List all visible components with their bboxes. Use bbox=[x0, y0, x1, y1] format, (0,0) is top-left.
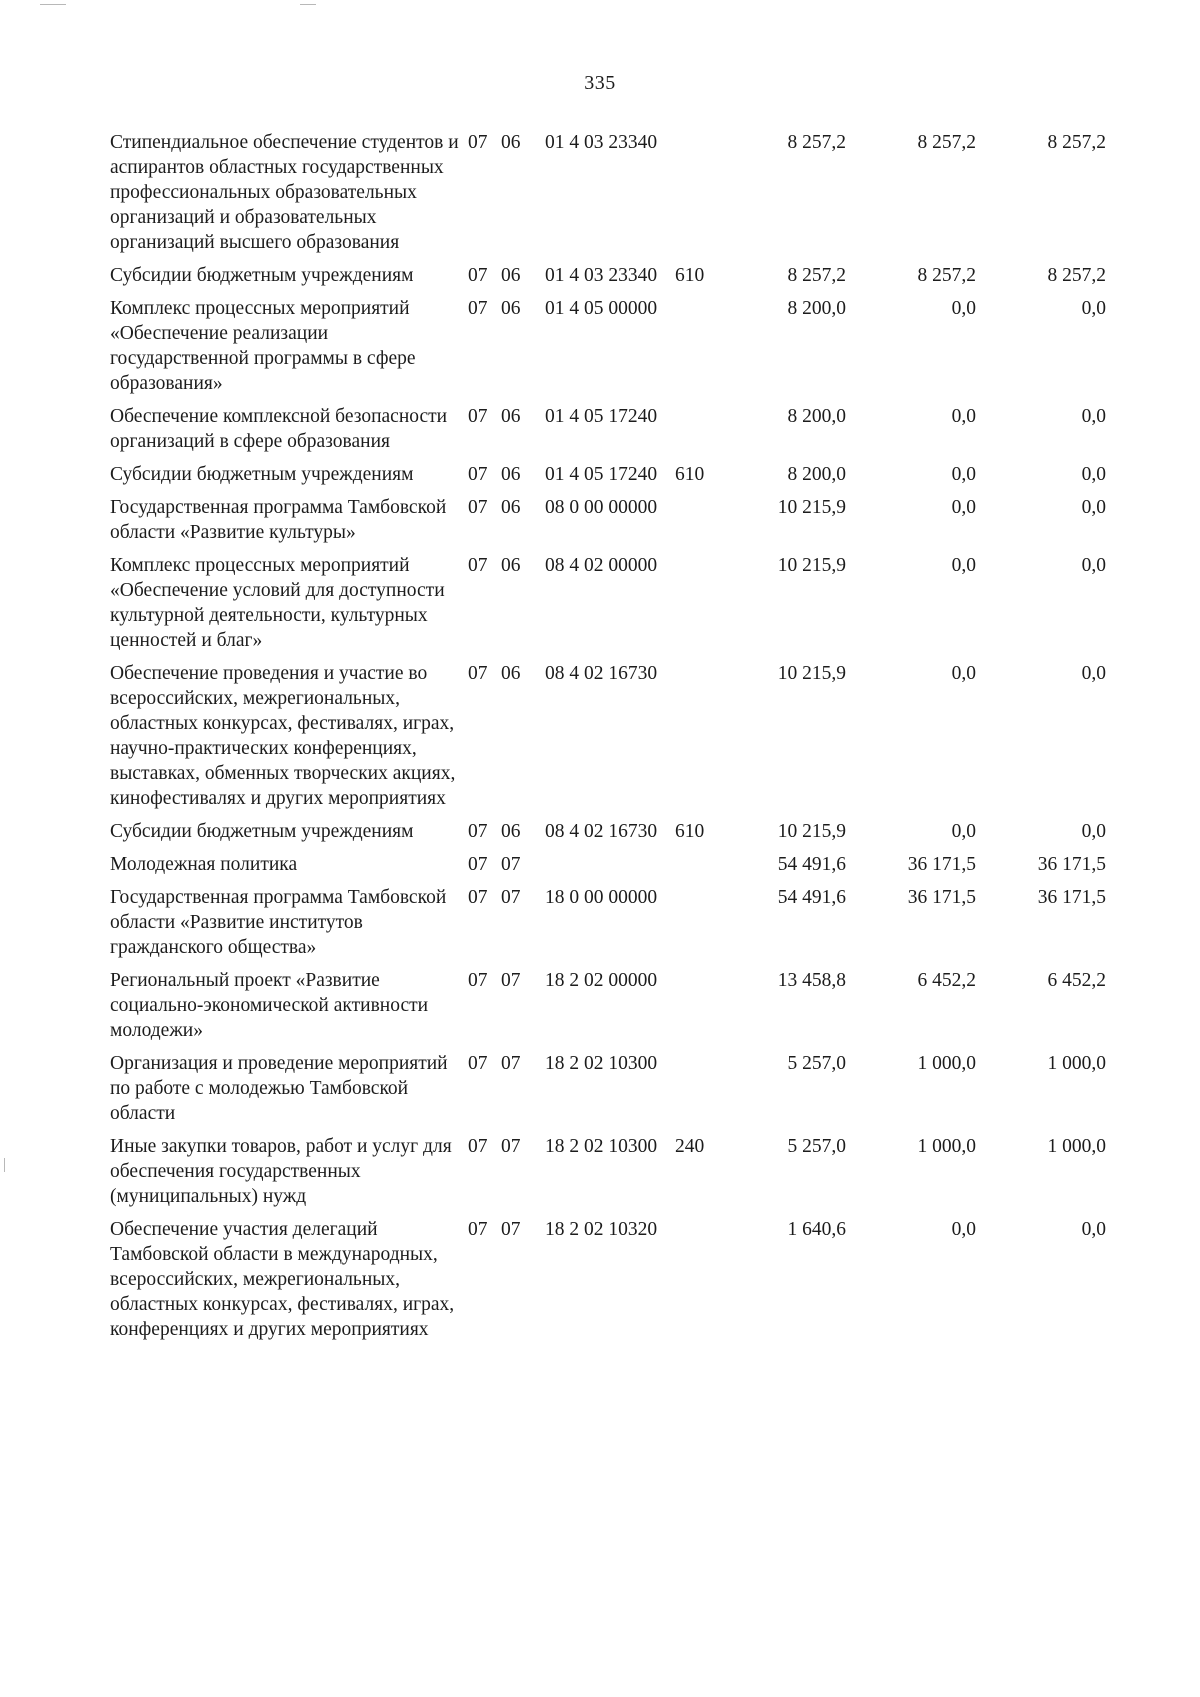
row-amount-year-3: 0,0 bbox=[1081, 821, 1106, 842]
table-row bbox=[110, 462, 1192, 487]
row-amount-year-1: 13 458,8 bbox=[777, 970, 846, 991]
row-target-article-code: 08 4 02 16730 bbox=[545, 821, 658, 842]
row-section-code: 07 bbox=[468, 497, 488, 518]
table-row bbox=[110, 296, 1192, 396]
row-target-article-code: 18 0 00 00000 bbox=[545, 887, 658, 908]
row-amount-year-2: 8 257,2 bbox=[917, 132, 976, 153]
row-target-article-code: 18 2 02 10320 bbox=[545, 1219, 658, 1240]
row-name: Субсидии бюджетным учреждениям bbox=[110, 265, 414, 286]
row-name: Комплекс процессных мероприятий «Обеспечение реализации государственной программы в сфере образования» bbox=[110, 298, 416, 394]
row-target-article-code: 08 0 00 00000 bbox=[545, 497, 658, 518]
table-row bbox=[110, 1051, 1192, 1126]
row-name: Субсидии бюджетным учреждениям bbox=[110, 821, 414, 842]
row-section-code: 07 bbox=[468, 821, 488, 842]
row-amount-year-3: 8 257,2 bbox=[1047, 265, 1106, 286]
table-row bbox=[110, 404, 1192, 454]
row-section-code: 07 bbox=[468, 1136, 488, 1157]
row-amount-year-1: 8 257,2 bbox=[787, 132, 846, 153]
row-name: Комплекс процессных мероприятий «Обеспечение условий для доступности культурной деятельности, культурных ценностей и благ» bbox=[110, 555, 445, 651]
row-amount-year-2: 0,0 bbox=[951, 555, 976, 576]
row-amount-year-2: 0,0 bbox=[951, 298, 976, 319]
row-amount-year-2: 0,0 bbox=[951, 464, 976, 485]
row-section-code: 07 bbox=[468, 1219, 488, 1240]
table-row bbox=[110, 1217, 1192, 1342]
row-amount-year-1: 8 200,0 bbox=[787, 298, 846, 319]
row-amount-year-3: 1 000,0 bbox=[1047, 1136, 1106, 1157]
row-amount-year-2: 36 171,5 bbox=[907, 854, 976, 875]
row-subsection-code: 07 bbox=[501, 970, 521, 991]
row-target-article-code: 08 4 02 00000 bbox=[545, 555, 658, 576]
row-amount-year-2: 1 000,0 bbox=[917, 1136, 976, 1157]
row-amount-year-1: 54 491,6 bbox=[777, 887, 846, 908]
row-target-article-code: 18 2 02 10300 bbox=[545, 1136, 658, 1157]
row-subsection-code: 06 bbox=[501, 132, 521, 153]
row-section-code: 07 bbox=[468, 298, 488, 319]
row-amount-year-2: 0,0 bbox=[951, 1219, 976, 1240]
row-target-article-code: 01 4 05 00000 bbox=[545, 298, 658, 319]
row-amount-year-3: 1 000,0 bbox=[1047, 1053, 1106, 1074]
row-subsection-code: 07 bbox=[501, 1053, 521, 1074]
row-amount-year-3: 0,0 bbox=[1081, 298, 1106, 319]
row-subsection-code: 06 bbox=[501, 464, 521, 485]
row-subsection-code: 07 bbox=[501, 1219, 521, 1240]
row-subsection-code: 07 bbox=[501, 854, 521, 875]
table-row bbox=[110, 852, 1192, 877]
row-amount-year-1: 5 257,0 bbox=[787, 1136, 846, 1157]
row-target-article-code: 01 4 05 17240 bbox=[545, 406, 658, 427]
row-amount-year-3: 0,0 bbox=[1081, 497, 1106, 518]
row-section-code: 07 bbox=[468, 970, 488, 991]
row-amount-year-2: 36 171,5 bbox=[907, 887, 976, 908]
row-name: Обеспечение комплексной безопасности организаций в сфере образования bbox=[110, 406, 448, 452]
row-section-code: 07 bbox=[468, 663, 488, 684]
table-row bbox=[110, 968, 1192, 1043]
row-subsection-code: 06 bbox=[501, 265, 521, 286]
table-row bbox=[110, 885, 1192, 960]
row-name: Организация и проведение мероприятий по работе с молодежью Тамбовской области bbox=[110, 1053, 448, 1124]
row-amount-year-1: 10 215,9 bbox=[777, 497, 846, 518]
row-subsection-code: 06 bbox=[501, 821, 521, 842]
row-name: Молодежная политика bbox=[110, 854, 298, 875]
table-row bbox=[110, 130, 1192, 255]
row-expense-type-code: 240 bbox=[675, 1136, 705, 1157]
row-amount-year-2: 0,0 bbox=[951, 406, 976, 427]
row-subsection-code: 06 bbox=[501, 497, 521, 518]
row-amount-year-1: 5 257,0 bbox=[787, 1053, 846, 1074]
row-target-article-code: 01 4 03 23340 bbox=[545, 265, 658, 286]
row-amount-year-1: 10 215,9 bbox=[777, 821, 846, 842]
row-name: Региональный проект «Развитие социально-экономической активности молодежи» bbox=[110, 970, 429, 1041]
row-amount-year-2: 8 257,2 bbox=[917, 265, 976, 286]
row-target-article-code: 01 4 03 23340 bbox=[545, 132, 658, 153]
row-name: Государственная программа Тамбовской области «Развитие культуры» bbox=[110, 497, 447, 543]
row-amount-year-1: 8 200,0 bbox=[787, 406, 846, 427]
table-row bbox=[110, 495, 1192, 545]
row-subsection-code: 06 bbox=[501, 663, 521, 684]
budget-table bbox=[110, 130, 1192, 1350]
row-amount-year-1: 8 200,0 bbox=[787, 464, 846, 485]
scan-mark bbox=[300, 4, 316, 5]
row-expense-type-code: 610 bbox=[675, 265, 705, 286]
row-subsection-code: 06 bbox=[501, 406, 521, 427]
row-amount-year-3: 0,0 bbox=[1081, 406, 1106, 427]
row-amount-year-3: 36 171,5 bbox=[1037, 887, 1106, 908]
row-amount-year-3: 8 257,2 bbox=[1047, 132, 1106, 153]
row-section-code: 07 bbox=[468, 464, 488, 485]
row-target-article-code: 18 2 02 10300 bbox=[545, 1053, 658, 1074]
row-expense-type-code: 610 bbox=[675, 821, 705, 842]
row-amount-year-3: 6 452,2 bbox=[1047, 970, 1106, 991]
row-amount-year-3: 36 171,5 bbox=[1037, 854, 1106, 875]
row-amount-year-1: 10 215,9 bbox=[777, 555, 846, 576]
row-subsection-code: 07 bbox=[501, 887, 521, 908]
row-amount-year-2: 0,0 bbox=[951, 497, 976, 518]
row-section-code: 07 bbox=[468, 854, 488, 875]
row-amount-year-3: 0,0 bbox=[1081, 663, 1106, 684]
table-row bbox=[110, 819, 1192, 844]
row-amount-year-1: 8 257,2 bbox=[787, 265, 846, 286]
row-target-article-code: 01 4 05 17240 bbox=[545, 464, 658, 485]
row-amount-year-1: 54 491,6 bbox=[777, 854, 846, 875]
scan-mark bbox=[4, 1158, 5, 1172]
row-subsection-code: 06 bbox=[501, 298, 521, 319]
table-row bbox=[110, 1134, 1192, 1209]
row-amount-year-3: 0,0 bbox=[1081, 555, 1106, 576]
row-amount-year-2: 0,0 bbox=[951, 821, 976, 842]
row-name: Иные закупки товаров, работ и услуг для обеспечения государственных (муниципальных) нужд bbox=[110, 1136, 452, 1207]
row-subsection-code: 06 bbox=[501, 555, 521, 576]
row-amount-year-1: 10 215,9 bbox=[777, 663, 846, 684]
row-section-code: 07 bbox=[468, 132, 488, 153]
row-target-article-code: 08 4 02 16730 bbox=[545, 663, 658, 684]
row-amount-year-1: 1 640,6 bbox=[787, 1219, 846, 1240]
row-section-code: 07 bbox=[468, 555, 488, 576]
row-name: Субсидии бюджетным учреждениям bbox=[110, 464, 414, 485]
table-row bbox=[110, 263, 1192, 288]
row-amount-year-2: 6 452,2 bbox=[917, 970, 976, 991]
table-row bbox=[110, 553, 1192, 653]
row-amount-year-3: 0,0 bbox=[1081, 1219, 1106, 1240]
row-name: Обеспечение проведения и участие во всероссийских, межрегиональных, областных конкурсах, фестивалях, играх, научно-практических конференциях, выставках, обменных творческих акциях, кинофестивалях и других мероприятиях bbox=[110, 663, 456, 809]
row-target-article-code: 18 2 02 00000 bbox=[545, 970, 658, 991]
row-amount-year-2: 1 000,0 bbox=[917, 1053, 976, 1074]
row-subsection-code: 07 bbox=[501, 1136, 521, 1157]
row-name: Обеспечение участия делегаций Тамбовской области в международных, всероссийских, межрегиональных, областных конкурсах, фестивалях, играх, конференциях и других мероприятиях bbox=[110, 1219, 455, 1340]
row-section-code: 07 bbox=[468, 265, 488, 286]
table-row bbox=[110, 661, 1192, 811]
row-amount-year-3: 0,0 bbox=[1081, 464, 1106, 485]
row-section-code: 07 bbox=[468, 406, 488, 427]
row-name: Стипендиальное обеспечение студентов и аспирантов областных государственных профессиональных образовательных организаций и образовательных организаций высшего образования bbox=[110, 132, 459, 253]
row-expense-type-code: 610 bbox=[675, 464, 705, 485]
row-section-code: 07 bbox=[468, 887, 488, 908]
scan-mark bbox=[40, 4, 66, 5]
row-amount-year-2: 0,0 bbox=[951, 663, 976, 684]
row-name: Государственная программа Тамбовской области «Развитие институтов гражданского общества» bbox=[110, 887, 447, 958]
page-number: 335 bbox=[584, 72, 616, 94]
row-section-code: 07 bbox=[468, 1053, 488, 1074]
